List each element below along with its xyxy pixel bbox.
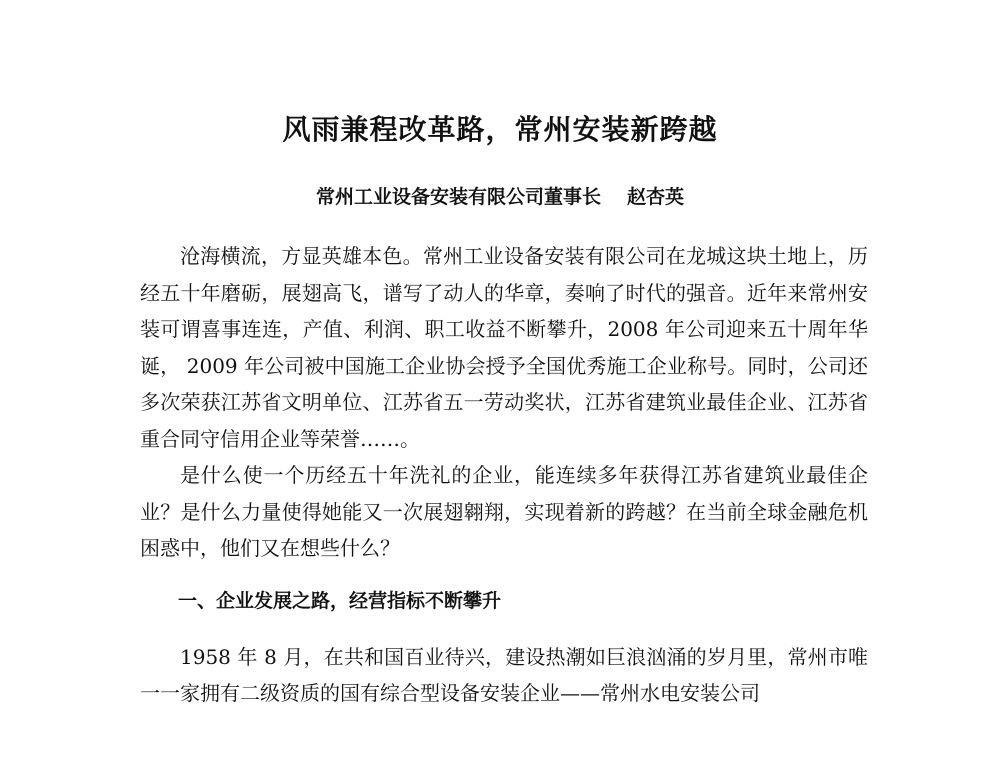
paragraph: 沧海横流，方显英雄本色。常州工业设备安装有限公司在龙城这块土地上，历经五十年磨砺，展翅高飞，谱写了动人的华章，奏响了时代的强音。近年来常州安装可谓喜事连连，产值、利润、职工收益不断攀升，2008 年公司迎来五十周年华诞， 2009 年公司被中国施工企业协会授予全国优秀施工企业称号。同时，公司还多次荣获江苏省文明单位、江苏省五一劳动奖状，江苏省建筑业最佳企业、江苏省重合同守信用企业等荣誉……。 bbox=[140, 244, 868, 451]
paragraph: 1958 年 8 月，在共和国百业待兴，建设热潮如巨浪汹涌的岁月里，常州市唯一一家拥有二级资质的国有综合型设备安装企业——常州水电安装公司 bbox=[140, 644, 868, 705]
byline-author: 赵杏英 bbox=[627, 186, 685, 208]
section-heading: 一、企业发展之路，经营指标不断攀升 bbox=[178, 589, 502, 612]
document-title: 风雨兼程改革路，常州安装新跨越 bbox=[282, 113, 718, 146]
byline bbox=[0, 184, 1000, 210]
paragraph: 是什么使一个历经五十年洗礼的企业，能连续多年获得江苏省建筑业最佳企业？是什么力量使得她能又一次展翅翱翔，实现着新的跨越？在当前全球金融危机困惑中，他们又在想些什么？ bbox=[140, 463, 868, 560]
byline-role: 常州工业设备安装有限公司董事长 bbox=[315, 186, 601, 208]
document-body bbox=[140, 238, 868, 712]
